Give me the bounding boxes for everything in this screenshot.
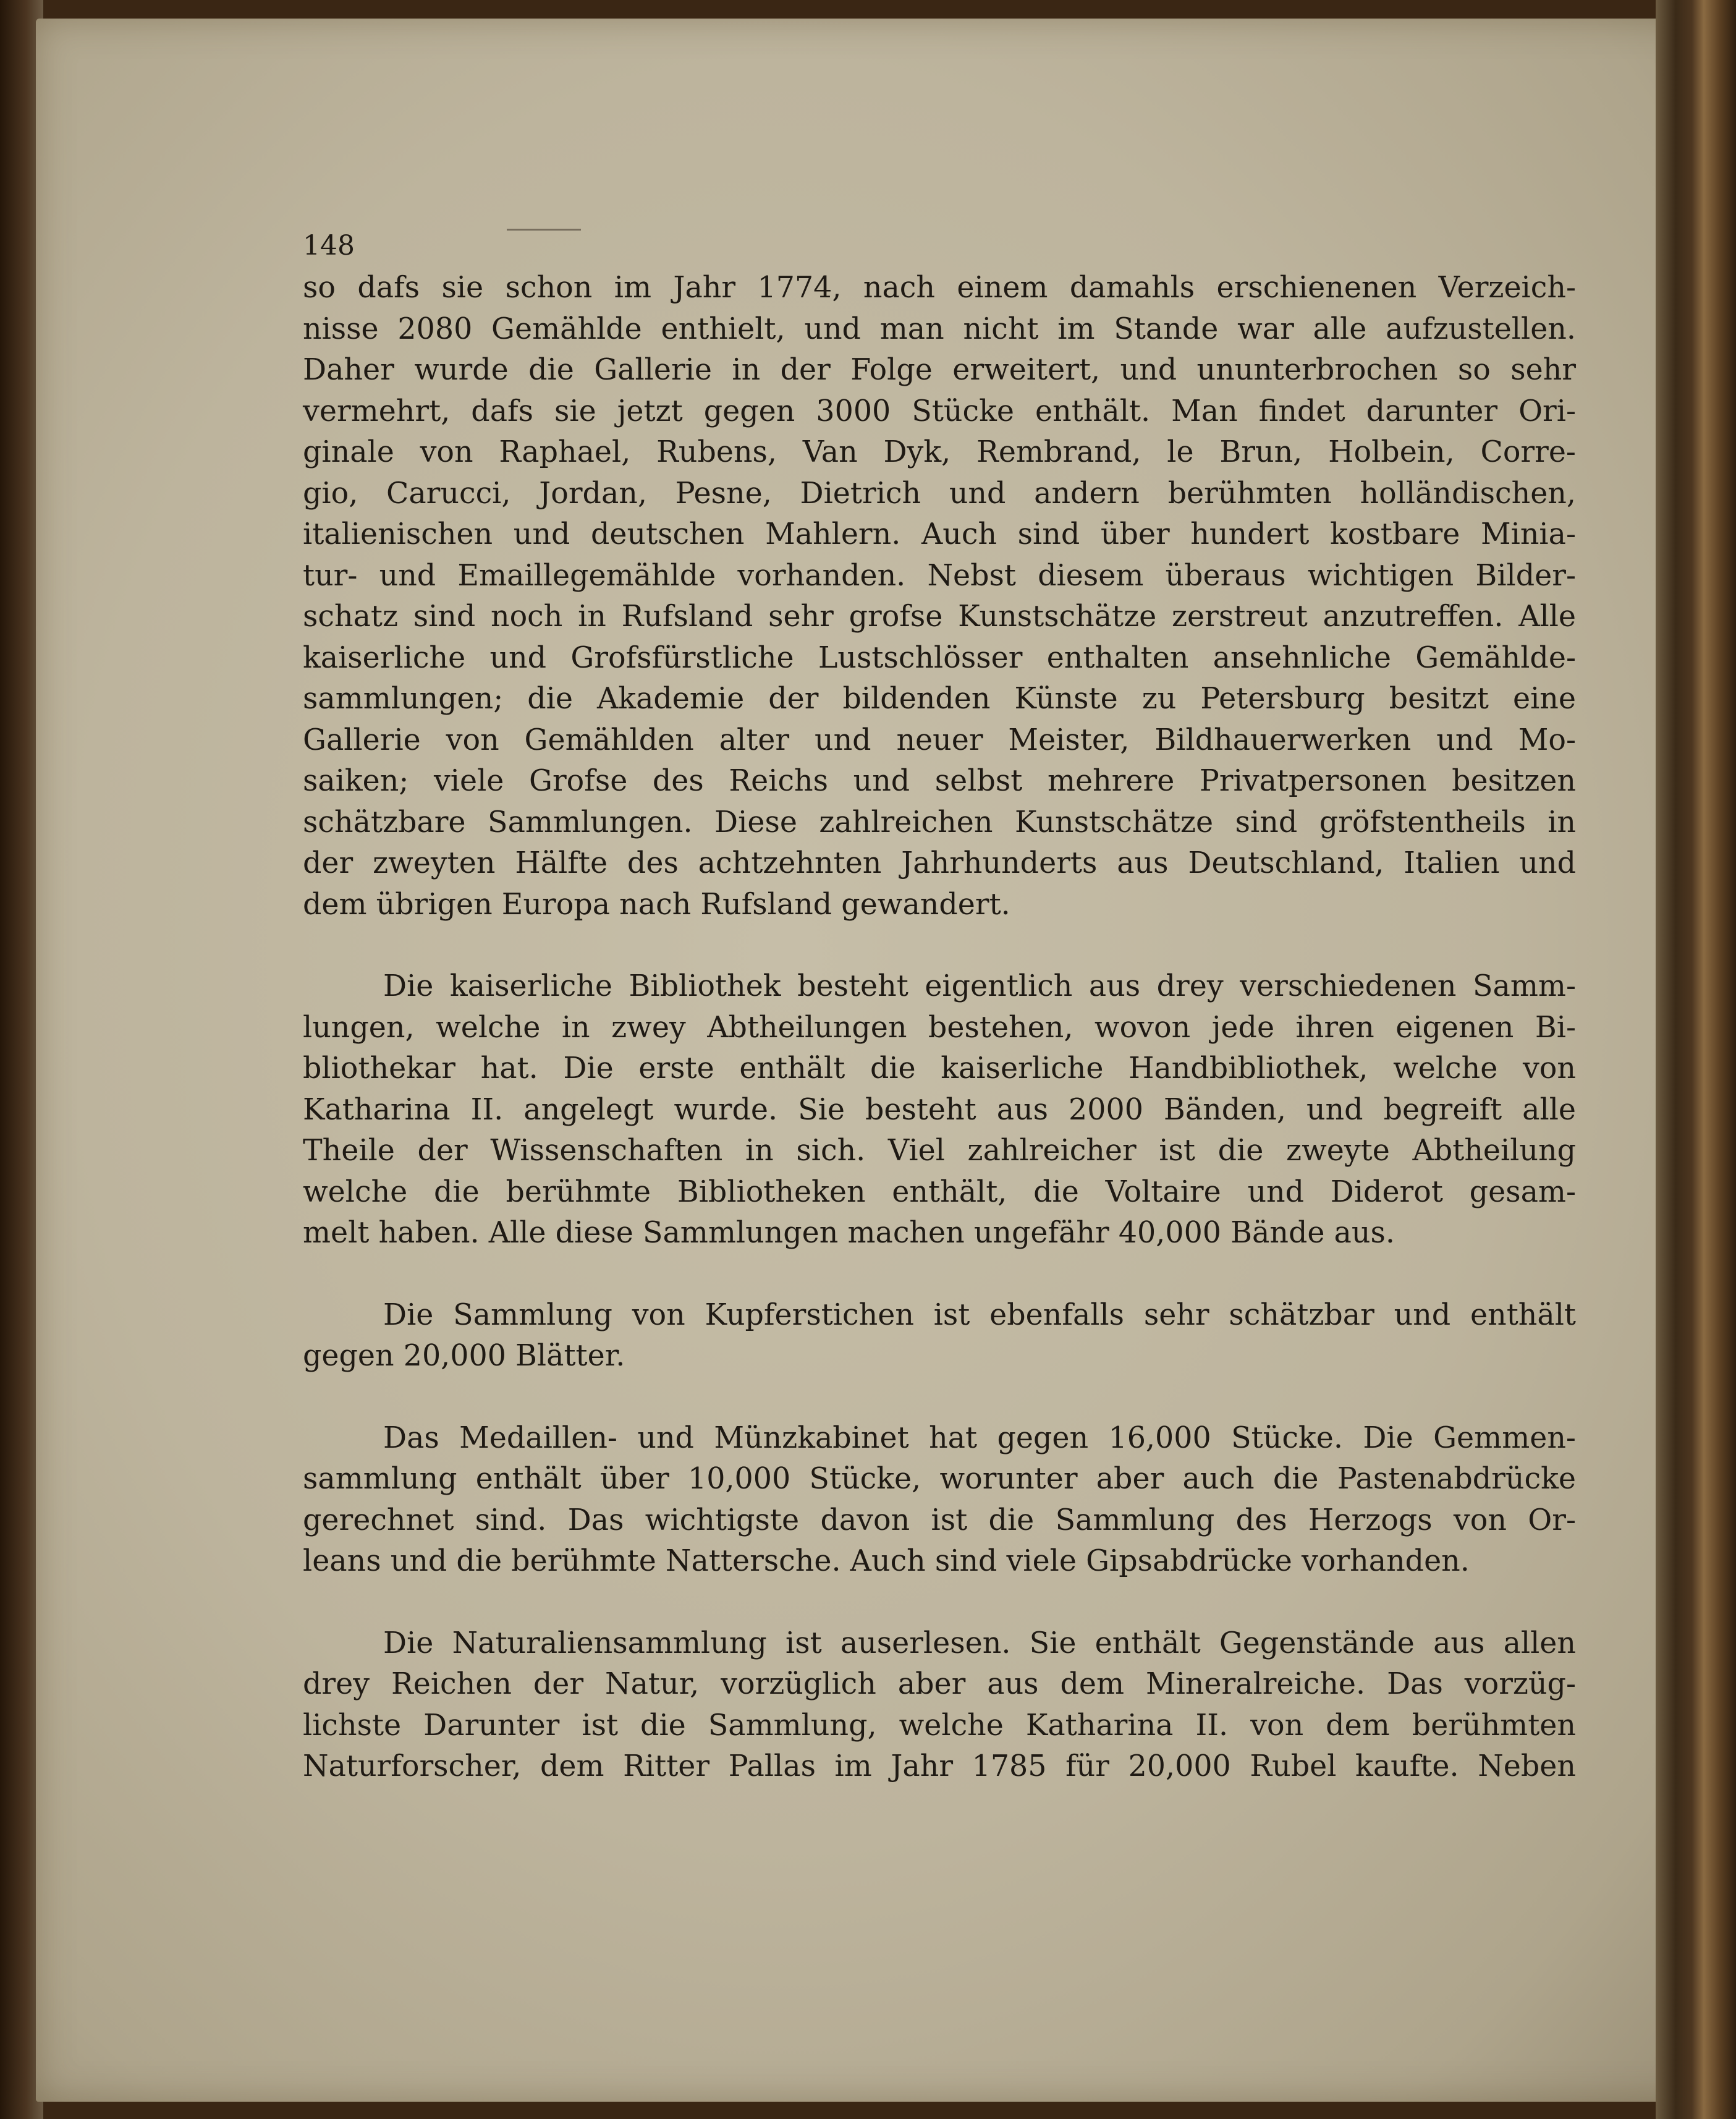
text-line: drey Reichen der Natur, vorzüglich aber aus dem Mineralreiche. Das vorzüg- bbox=[303, 1667, 1576, 1701]
text-line: leans und die berühmte Nattersche. Auch sind viele Gipsabdrücke vorhanden. bbox=[303, 1544, 1470, 1578]
text-line: Das Medaillen- und Münzkabinet hat gegen 16,000 Stücke. Die Gemmen- bbox=[383, 1420, 1576, 1455]
paragraph bbox=[303, 1418, 1576, 1582]
text-line: Daher wurde die Gallerie in der Folge erweitert, und ununterbrochen so sehr bbox=[303, 353, 1576, 387]
text-line: saiken; viele Grofse des Reichs und selbst mehrere Privatpersonen besitzen bbox=[303, 764, 1576, 798]
text-line: Katharina II. angelegt wurde. Sie besteht aus 2000 Bänden, und begreift alle bbox=[303, 1092, 1576, 1127]
text-line: lungen, welche in zwey Abtheilungen bestehen, wovon jede ihren eigenen Bi- bbox=[303, 1010, 1576, 1045]
text-line: vermehrt, dafs sie jetzt gegen 3000 Stücke enthält. Man findet darunter Ori- bbox=[303, 394, 1576, 428]
text-line: gio, Carucci, Jordan, Pesne, Dietrich und andern berühmten holländischen, bbox=[303, 476, 1576, 511]
text-line: so dafs sie schon im Jahr 1774, nach einem damahls erschienenen Verzeich- bbox=[303, 271, 1576, 305]
text-line: schatz sind noch in Rufsland sehr grofse Kunstschätze zerstreut anzutreffen. Alle bbox=[303, 600, 1576, 634]
text-line: der zweyten Hälfte des achtzehnten Jahrhunderts aus Deutschland, Italien und bbox=[303, 846, 1576, 880]
paragraph bbox=[303, 1623, 1576, 1788]
text-line: gerechnet sind. Das wichtigste davon ist die Sammlung des Herzogs von Or- bbox=[303, 1503, 1576, 1537]
text-line: welche die berühmte Bibliotheken enthält, die Voltaire und Diderot gesam- bbox=[303, 1174, 1576, 1209]
text-line: lichste Darunter ist die Sammlung, welche Katharina II. von dem berühmten bbox=[303, 1708, 1576, 1743]
paragraph-gap bbox=[303, 1582, 1576, 1623]
text-line: nisse 2080 Gemählde enthielt, und man nicht im Stande war alle aufzustellen. bbox=[303, 312, 1576, 346]
text-line: italienischen und deutschen Mahlern. Auch sind über hundert kostbare Minia- bbox=[303, 517, 1576, 551]
paragraph bbox=[303, 268, 1576, 925]
text-line: Die kaiserliche Bibliothek besteht eigentlich aus drey verschiedenen Samm- bbox=[383, 969, 1576, 1003]
text-line: Gallerie von Gemählden alter und neuer Meister, Bildhauerwerken und Mo- bbox=[303, 723, 1576, 757]
text-line: Naturforscher, dem Ritter Pallas im Jahr 1785 für 20,000 Rubel kaufte. Neben bbox=[303, 1749, 1576, 1783]
text-line: sammlung enthält über 10,000 Stücke, worunter aber auch die Pastenabdrücke bbox=[303, 1462, 1576, 1496]
paragraph-gap bbox=[303, 1377, 1576, 1418]
book-spine bbox=[1656, 0, 1736, 2119]
paragraph bbox=[303, 966, 1576, 1254]
text-line: tur- und Emaillegemählde vorhanden. Nebst diesem überaus wichtigen Bilder- bbox=[303, 558, 1576, 593]
body-text bbox=[303, 268, 1576, 1788]
text-line: bliothekar hat. Die erste enthält die kaiserliche Handbibliothek, welche von bbox=[303, 1051, 1576, 1085]
text-line: ginale von Raphael, Rubens, Van Dyk, Rembrand, le Brun, Holbein, Corre- bbox=[303, 435, 1576, 469]
text-line: Die Naturaliensammlung ist auserlesen. Sie enthält Gegenstände aus allen bbox=[383, 1626, 1576, 1660]
paragraph-gap bbox=[303, 925, 1576, 966]
page-number: 148 bbox=[303, 230, 355, 261]
text-line: gegen 20,000 Blätter. bbox=[303, 1339, 625, 1373]
text-line: schätzbare Sammlungen. Diese zahlreichen Kunstschätze sind gröfstentheils in bbox=[303, 805, 1576, 839]
paragraph-gap bbox=[303, 1254, 1576, 1295]
paragraph bbox=[303, 1295, 1576, 1377]
text-line: sammlungen; die Akademie der bildenden Künste zu Petersburg besitzt eine bbox=[303, 682, 1576, 716]
text-line: kaiserliche und Grofsfürstliche Lustschlösser enthalten ansehnliche Gemählde- bbox=[303, 640, 1576, 675]
text-line: Die Sammlung von Kupferstichen ist ebenfalls sehr schätzbar und enthält bbox=[383, 1297, 1576, 1332]
text-line: melt haben. Alle diese Sammlungen machen ungefähr 40,000 Bände aus. bbox=[303, 1216, 1395, 1250]
text-line: Theile der Wissenschaften in sich. Viel zahlreicher ist die zweyte Abtheilung bbox=[303, 1134, 1576, 1168]
text-line: dem übrigen Europa nach Rufsland gewandert. bbox=[303, 887, 1010, 922]
header-rule bbox=[507, 229, 581, 231]
